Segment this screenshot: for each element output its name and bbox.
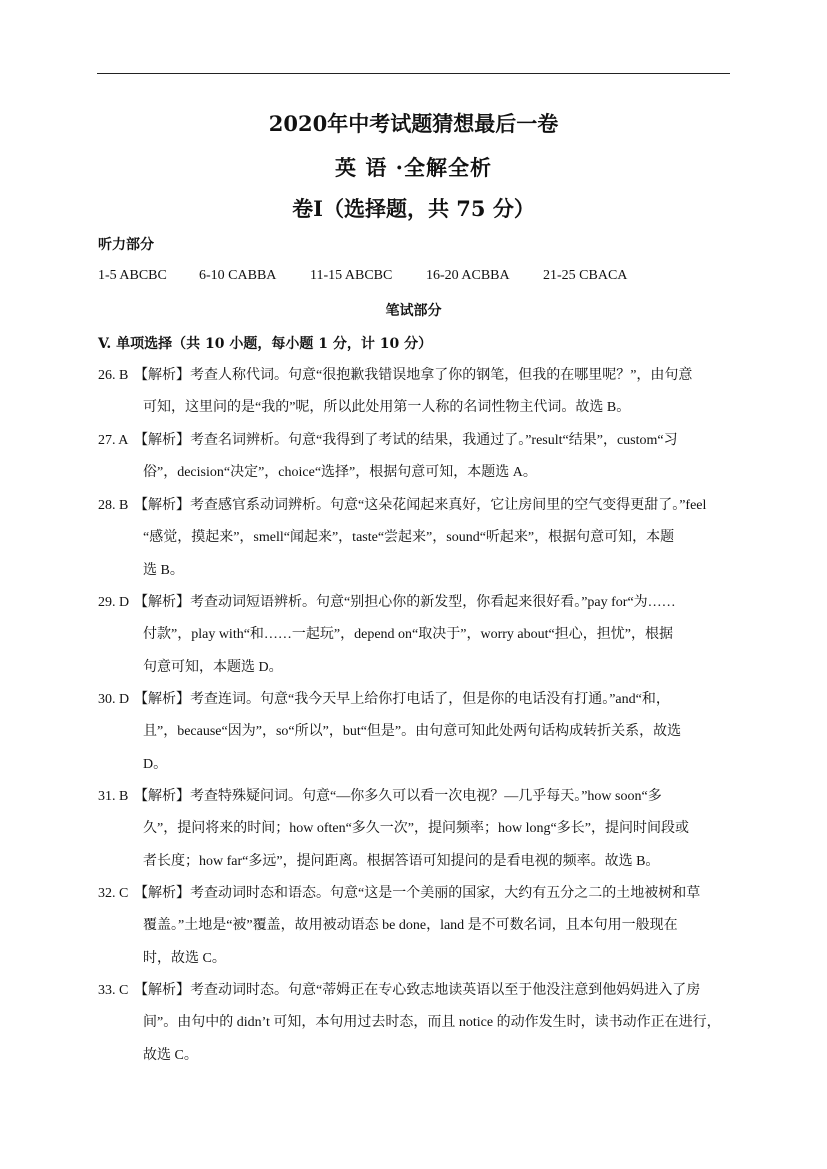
listening-answer: 16-20 ACBBA [426, 268, 510, 283]
question-line: 且”，because“因为”，so“所以”，but“但是”。由句意可知此处两句话构成转折关系，故选 [143, 724, 682, 740]
question-line: 【解析】考查名词辨析。句意“我得到了考试的结果，我通过了。”result“结果”，custom“习 [134, 433, 678, 448]
question-line: 时，故选 C。 [143, 950, 226, 966]
question-line: 【解析】考查人称代词。句意“很抱歉我错误地拿了你的钢笔，但我的在哪里呢？”，由句意 [134, 368, 693, 383]
page-title: 2020年中考试题猜想最后一卷 [268, 111, 559, 136]
question-number: 30. D [98, 692, 130, 707]
question-line: 【解析】考查动词短语辨析。句意“别担心你的新发型，你看起来很好看。”pay for“为…… [134, 595, 676, 610]
question-line: 可知，这里问的是“我的”呢，所以此处用第一人称的名词性物主代词。故选 B。 [143, 400, 631, 416]
listening-answer: 21-25 CBACA [543, 268, 628, 283]
question-number: 33. C [98, 983, 129, 998]
question-line: D。 [143, 756, 168, 772]
question-number: 29. D [98, 595, 130, 610]
header-rule [97, 73, 730, 74]
listening-answer: 6-10 CABBA [199, 268, 277, 283]
page-subtitle: 英 语 ·全解全析 [335, 155, 492, 180]
question-number: 32. C [98, 886, 129, 901]
question-line: 选 B。 [143, 562, 184, 578]
question-line: “感觉，摸起来”，smell“闻起来”，taste“尝起来”，sound“听起来”，根据句意可知，本题 [143, 530, 675, 546]
question-line: 久”，提问将来的时间；how often“多久一次”，提问频率；how long“多长”，提问时间段或 [143, 821, 689, 837]
question-line: 【解析】考查动词时态。句意“蒂姆正在专心致志地读英语以至于他没注意到他妈妈进入了房 [134, 983, 701, 998]
question-line: 间”。由句中的 didn’t 可知，本句用过去时态，而且 notice 的动作发生时，读书动作正在进行， [143, 1015, 721, 1031]
question-number: 26. B [98, 368, 129, 383]
listening-heading: 听力部分 [98, 237, 154, 253]
volume-heading: 卷Ⅰ（选择题，共 75 分） [292, 196, 535, 221]
question-line: 覆盖。”土地是“被”覆盖，故用被动语态 be done，land 是不可数名词，且本句用一般现在 [143, 918, 678, 934]
question-line: 俗”，decision“决定”，choice“选择”，根据句意可知，本题选 A。 [143, 465, 537, 481]
question-line: 付款”，play with“和……一起玩”，depend on“取决于”，worry about“担心，担忧”，根据 [143, 627, 673, 643]
section-heading: V. 单项选择（共 10 小题，每小题 1 分，计 10 分） [98, 336, 433, 352]
question-line: 故选 C。 [143, 1047, 198, 1063]
question-line: 【解析】考查特殊疑问词。句意“—你多久可以看一次电视？—几乎每天。”how soon“多 [134, 789, 662, 804]
question-line: 【解析】考查连词。句意“我今天早上给你打电话了，但是你的电话没有打通。”and“和， [134, 692, 670, 707]
listening-answer: 11-15 ABCBC [310, 268, 393, 283]
question-line: 者长度；how far“多远”，提问距离。根据答语可知提问的是看电视的频率。故选 B。 [143, 853, 660, 869]
question-number: 27. A [98, 433, 129, 448]
question-line: 【解析】考查动词时态和语态。句意“这是一个美丽的国家，大约有五分之二的土地被树和草 [134, 886, 701, 901]
written-heading: 笔试部分 [385, 303, 442, 319]
listening-answer: 1-5 ABCBC [98, 268, 167, 283]
question-line: 句意可知，本题选 D。 [143, 659, 283, 675]
question-line: 【解析】考查感官系动词辨析。句意“这朵花闻起来真好，它让房间里的空气变得更甜了。”feel [134, 498, 707, 513]
question-number: 28. B [98, 498, 129, 513]
question-number: 31. B [98, 789, 129, 804]
